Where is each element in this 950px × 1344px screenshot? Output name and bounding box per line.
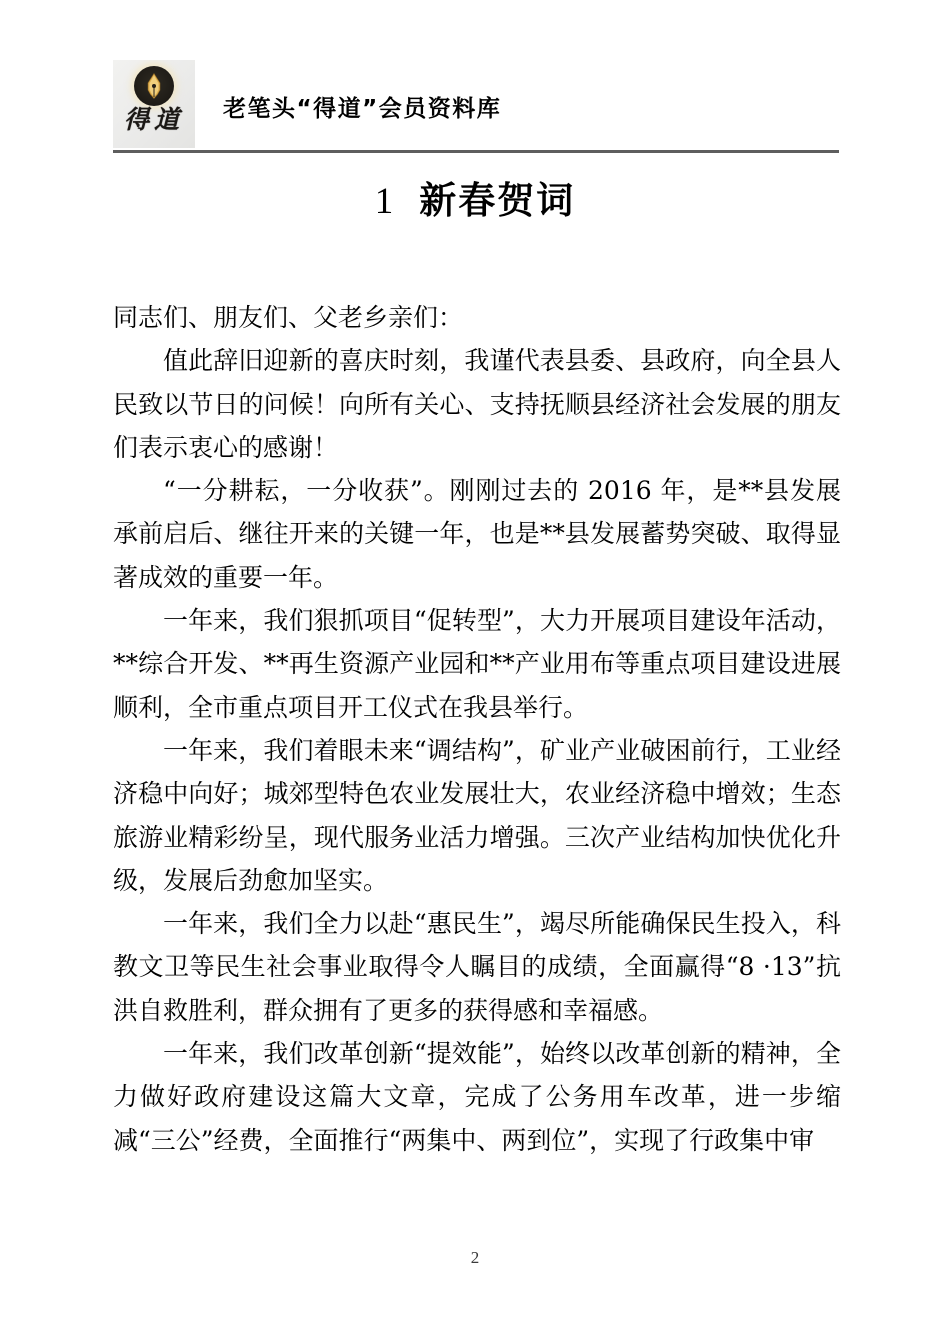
logo-disc	[134, 66, 174, 106]
logo-wordmark: 得道	[123, 107, 184, 134]
body-paragraph: 同志们、朋友们、父老乡亲们：	[113, 303, 464, 332]
page-title-text: 新春贺词	[419, 179, 576, 222]
brand-logo	[113, 60, 195, 148]
body-paragraph: 值此辞旧迎新的喜庆时刻，我谨代表县委、县政府，向全县人民致以节日的问候！向所有关心、支持抚顺县经济社会发展的朋友们表示衷心的感谢！	[113, 346, 841, 462]
body-paragraph: 一年来，我们着眼未来“调结构”，矿业产业破困前行，工业经济稳中向好；城郊型特色农业发展壮大，农业经济稳中增效；生态旅游业精彩纷呈，现代服务业活力增强。三次产业结构加快优化升级，发展后劲愈加坚实。	[113, 735, 841, 895]
header-divider	[113, 150, 839, 153]
body-paragraph: 一年来，我们改革创新“提效能”，始终以改革创新的精神，全力做好政府建设这篇大文章，完成了公务用车改革，进一步缩减“三公”经费，全面推行“两集中、两到位”，实现了行政集中审	[113, 1039, 841, 1155]
body-paragraph: 一年来，我们全力以赴“惠民生”，竭尽所能确保民生投入，科教文卫等民生社会事业取得令人瞩目的成绩，全面赢得“8 ·13”抗洪自救胜利，群众拥有了更多的获得感和幸福感。	[113, 909, 841, 1025]
page-header	[113, 58, 839, 150]
document-body	[113, 296, 841, 1162]
header-title: 老笔头“得道”会员资料库	[223, 96, 502, 122]
page-number: 2	[470, 1248, 480, 1267]
body-paragraph: 一年来，我们狠抓项目“促转型”，大力开展项目建设年活动，**综合开发、**再生资源产业园和**产业用布等重点项目建设进展顺利，全市重点项目开工仪式在我县举行。	[113, 606, 841, 722]
body-paragraph: “一分耕耘，一分收获”。刚刚过去的 2016 年，是**县发展承前启后、继往开来的关键一年，也是**县发展蓄势突破、取得显著成效的重要一年。	[113, 476, 841, 592]
page-title	[0, 170, 950, 224]
page-title-number: 1	[374, 181, 394, 222]
fountain-pen-nib-icon	[147, 73, 162, 99]
